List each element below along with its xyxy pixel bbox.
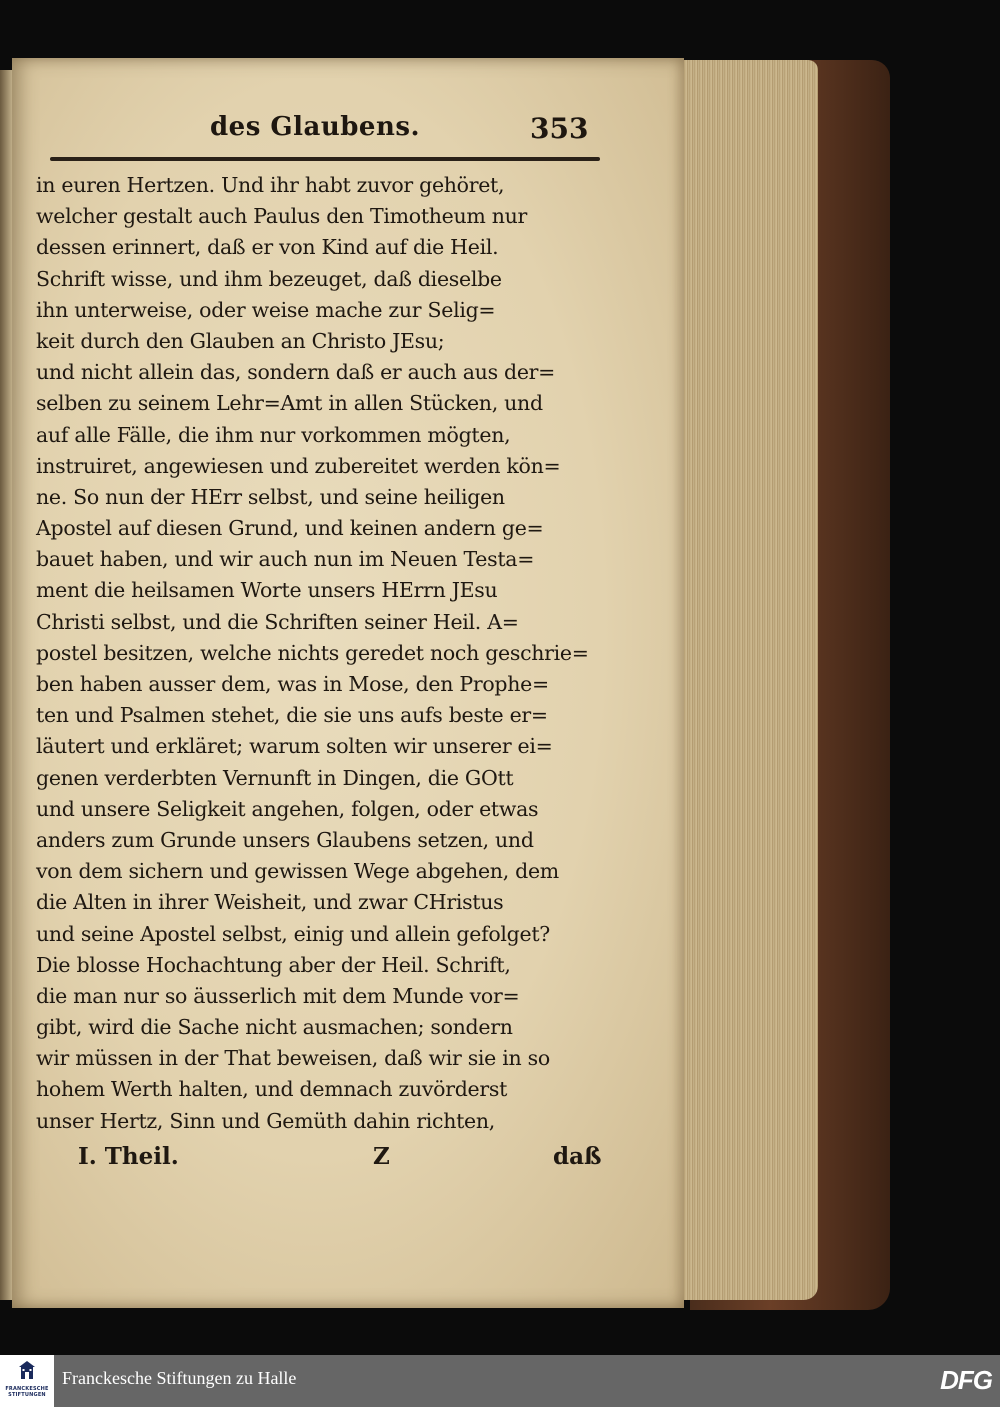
text-line: genen verderbten Vernunft in Dingen, die GOtt bbox=[36, 765, 514, 790]
text-line: Christi selbst, und die Schriften seiner Heil. A= bbox=[36, 609, 519, 634]
logo-caption: FRANCKESCHE STIFTUNGEN bbox=[5, 1386, 49, 1398]
text-line: ne. So nun der HErr selbst, und seine heiligen bbox=[36, 484, 505, 509]
text-line: ten und Psalmen stehet, die sie uns aufs beste er= bbox=[36, 703, 548, 728]
text-line: läutert und erkläret; warum solten wir unserer ei= bbox=[36, 734, 553, 759]
text-line: anders zum Grunde unsers Glaubens setzen, und bbox=[36, 827, 534, 852]
text-line: ihn unterweise, oder weise mache zur Selig= bbox=[36, 297, 496, 322]
text-line: welcher gestalt auch Paulus den Timotheum nur bbox=[36, 204, 528, 229]
text-line: gibt, wird die Sache nicht ausmachen; sondern bbox=[36, 1015, 513, 1040]
running-head: des Glaubens. bbox=[210, 112, 421, 142]
text-line: wir müssen in der That beweisen, daß wir sie in so bbox=[36, 1046, 550, 1071]
text-line: und unsere Seligkeit angehen, folgen, oder etwas bbox=[36, 796, 539, 821]
text-line: Schrift wisse, und ihm bezeuget, daß dieselbe bbox=[36, 266, 502, 291]
viewer-footer-bar bbox=[0, 1355, 1000, 1407]
institution-logo[interactable] bbox=[0, 1355, 54, 1407]
text-line: hohem Werth halten, und demnach zuvörderst bbox=[36, 1077, 508, 1102]
text-line: ment die heilsamen Worte unsers HErrn JEsu bbox=[36, 578, 498, 603]
text-line: und nicht allein das, sondern daß er auch aus der= bbox=[36, 360, 556, 385]
text-line: die Alten in ihrer Weisheit, und zwar CHristus bbox=[36, 890, 504, 915]
orphanage-building-icon bbox=[19, 1361, 35, 1381]
head-rule bbox=[50, 157, 600, 161]
text-line: in euren Hertzen. Und ihr habt zuvor gehöret, bbox=[36, 173, 505, 197]
text-line: von dem sichern und gewissen Wege abgehen, dem bbox=[36, 859, 559, 884]
text-line: keit durch den Glauben an Christo JEsu; bbox=[36, 328, 445, 353]
page-edges bbox=[668, 60, 818, 1300]
text-line: auf alle Fälle, die ihm nur vorkommen mögten, bbox=[36, 422, 511, 447]
text-line: unser Hertz, Sinn und Gemüth dahin richten, bbox=[36, 1108, 495, 1133]
text-line: ben haben ausser dem, was in Mose, den Prophe= bbox=[36, 672, 549, 696]
body-text bbox=[36, 170, 606, 1137]
text-line: bauet haben, und wir auch nun im Neuen Testa= bbox=[36, 547, 535, 572]
page-number: 353 bbox=[530, 112, 589, 145]
sheet-mark: Z bbox=[373, 1143, 390, 1170]
text-line: postel besitzen, welche nichts geredet noch geschrie= bbox=[36, 640, 589, 665]
dfg-logo[interactable]: DFG bbox=[940, 1365, 992, 1395]
page-footer bbox=[78, 1143, 602, 1179]
catchword: daß bbox=[553, 1143, 602, 1170]
text-line: dessen erinnert, daß er von Kind auf die Heil. bbox=[36, 235, 499, 260]
text-line: selben zu seinem Lehr=Amt in allen Stücken, und bbox=[36, 391, 543, 416]
signature-mark: I. Theil. bbox=[78, 1143, 179, 1170]
text-line: Apostel auf diesen Grund, und keinen andern ge= bbox=[36, 516, 544, 541]
text-line: und seine Apostel selbst, einig und allein gefolget? bbox=[36, 921, 550, 946]
text-line: instruiret, angewiesen und zubereitet werden kön= bbox=[36, 453, 561, 478]
text-line: die man nur so äusserlich mit dem Munde vor= bbox=[36, 983, 520, 1008]
institution-name[interactable]: Franckesche Stiftungen zu Halle bbox=[62, 1368, 297, 1388]
text-line: Die blosse Hochachtung aber der Heil. Schrift, bbox=[36, 952, 511, 977]
